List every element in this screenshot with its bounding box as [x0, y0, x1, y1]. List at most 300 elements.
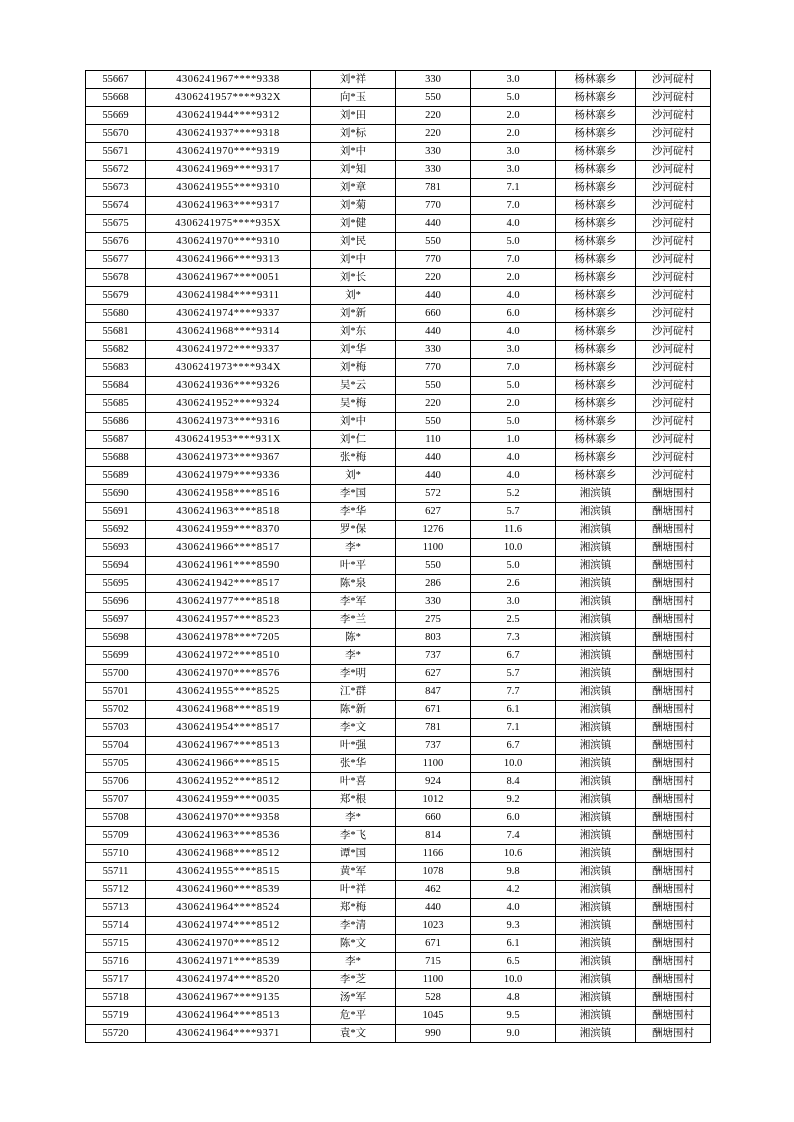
cell-amount: 1045 [396, 1007, 471, 1025]
cell-name: 刘* [311, 287, 396, 305]
table-row [86, 431, 711, 449]
cell-id: 4306241970****9358 [146, 809, 311, 827]
cell-rate: 4.0 [471, 899, 556, 917]
cell-rate: 7.0 [471, 251, 556, 269]
cell-township: 湘滨镇 [556, 719, 636, 737]
cell-name: 刘*长 [311, 269, 396, 287]
cell-rate: 7.1 [471, 179, 556, 197]
cell-township: 湘滨镇 [556, 665, 636, 683]
cell-amount: 803 [396, 629, 471, 647]
cell-amount: 440 [396, 449, 471, 467]
cell-rate: 4.8 [471, 989, 556, 1007]
table-row [86, 539, 711, 557]
table-row [86, 557, 711, 575]
cell-rate: 7.3 [471, 629, 556, 647]
cell-rate: 5.0 [471, 557, 556, 575]
cell-village: 沙河碇村 [636, 107, 711, 125]
cell-township: 湘滨镇 [556, 701, 636, 719]
cell-amount: 770 [396, 251, 471, 269]
cell-amount: 550 [396, 377, 471, 395]
cell-amount: 330 [396, 161, 471, 179]
cell-village: 沙河碇村 [636, 233, 711, 251]
cell-rate: 3.0 [471, 161, 556, 179]
cell-village: 酬塘围村 [636, 701, 711, 719]
cell-serial: 55674 [86, 197, 146, 215]
table-row [86, 143, 711, 161]
cell-amount: 627 [396, 665, 471, 683]
cell-township: 湘滨镇 [556, 683, 636, 701]
cell-amount: 275 [396, 611, 471, 629]
cell-serial: 55668 [86, 89, 146, 107]
cell-name: 向*玉 [311, 89, 396, 107]
cell-amount: 737 [396, 647, 471, 665]
cell-village: 酬塘围村 [636, 557, 711, 575]
cell-village: 酬塘围村 [636, 611, 711, 629]
cell-serial: 55716 [86, 953, 146, 971]
cell-village: 沙河碇村 [636, 269, 711, 287]
cell-name: 郑*根 [311, 791, 396, 809]
cell-id: 4306241967****9338 [146, 71, 311, 89]
cell-id: 4306241967****8513 [146, 737, 311, 755]
cell-rate: 7.0 [471, 359, 556, 377]
cell-amount: 220 [396, 125, 471, 143]
cell-rate: 7.0 [471, 197, 556, 215]
cell-amount: 715 [396, 953, 471, 971]
cell-name: 陈*泉 [311, 575, 396, 593]
cell-rate: 10.0 [471, 971, 556, 989]
cell-village: 沙河碇村 [636, 215, 711, 233]
cell-rate: 6.1 [471, 701, 556, 719]
cell-serial: 55699 [86, 647, 146, 665]
table-row [86, 323, 711, 341]
cell-township: 杨林寨乡 [556, 89, 636, 107]
cell-rate: 11.6 [471, 521, 556, 539]
cell-id: 4306241970****8576 [146, 665, 311, 683]
cell-rate: 10.6 [471, 845, 556, 863]
cell-village: 酬塘围村 [636, 539, 711, 557]
cell-serial: 55696 [86, 593, 146, 611]
cell-rate: 10.0 [471, 539, 556, 557]
cell-id: 4306241969****9317 [146, 161, 311, 179]
cell-amount: 1100 [396, 755, 471, 773]
cell-name: 江*群 [311, 683, 396, 701]
cell-township: 杨林寨乡 [556, 143, 636, 161]
cell-amount: 627 [396, 503, 471, 521]
cell-id: 4306241971****8539 [146, 953, 311, 971]
cell-township: 湘滨镇 [556, 611, 636, 629]
cell-village: 沙河碇村 [636, 395, 711, 413]
cell-serial: 55704 [86, 737, 146, 755]
cell-rate: 8.4 [471, 773, 556, 791]
cell-id: 4306241966****8517 [146, 539, 311, 557]
cell-serial: 55689 [86, 467, 146, 485]
cell-id: 4306241967****9135 [146, 989, 311, 1007]
cell-id: 4306241963****9317 [146, 197, 311, 215]
table-row [86, 71, 711, 89]
cell-id: 4306241970****8512 [146, 935, 311, 953]
cell-amount: 330 [396, 593, 471, 611]
cell-rate: 5.2 [471, 485, 556, 503]
cell-village: 酬塘围村 [636, 665, 711, 683]
cell-township: 湘滨镇 [556, 881, 636, 899]
table-row [86, 179, 711, 197]
cell-township: 湘滨镇 [556, 971, 636, 989]
cell-rate: 1.0 [471, 431, 556, 449]
cell-amount: 440 [396, 287, 471, 305]
cell-amount: 671 [396, 935, 471, 953]
cell-serial: 55712 [86, 881, 146, 899]
cell-serial: 55693 [86, 539, 146, 557]
table-row [86, 485, 711, 503]
cell-id: 4306241974****8512 [146, 917, 311, 935]
cell-rate: 5.7 [471, 503, 556, 521]
cell-id: 4306241959****0035 [146, 791, 311, 809]
cell-name: 刘*祥 [311, 71, 396, 89]
cell-serial: 55710 [86, 845, 146, 863]
cell-rate: 9.3 [471, 917, 556, 935]
cell-village: 沙河碇村 [636, 323, 711, 341]
cell-name: 谭*国 [311, 845, 396, 863]
cell-serial: 55698 [86, 629, 146, 647]
cell-name: 李*芝 [311, 971, 396, 989]
cell-id: 4306241968****8519 [146, 701, 311, 719]
cell-village: 酬塘围村 [636, 503, 711, 521]
cell-village: 沙河碇村 [636, 161, 711, 179]
cell-id: 4306241955****8515 [146, 863, 311, 881]
cell-village: 沙河碇村 [636, 89, 711, 107]
cell-name: 刘* [311, 467, 396, 485]
table-row [86, 953, 711, 971]
cell-serial: 55695 [86, 575, 146, 593]
table-row [86, 521, 711, 539]
cell-name: 李* [311, 647, 396, 665]
cell-township: 湘滨镇 [556, 845, 636, 863]
cell-serial: 55671 [86, 143, 146, 161]
cell-rate: 4.2 [471, 881, 556, 899]
table-row [86, 629, 711, 647]
cell-serial: 55690 [86, 485, 146, 503]
records-table [85, 70, 711, 1043]
cell-serial: 55673 [86, 179, 146, 197]
cell-name: 刘*田 [311, 107, 396, 125]
cell-name: 刘*中 [311, 143, 396, 161]
cell-village: 沙河碇村 [636, 341, 711, 359]
cell-id: 4306241960****8539 [146, 881, 311, 899]
cell-township: 湘滨镇 [556, 503, 636, 521]
cell-village: 沙河碇村 [636, 377, 711, 395]
cell-village: 酬塘围村 [636, 737, 711, 755]
cell-id: 4306241977****8518 [146, 593, 311, 611]
cell-id: 4306241974****9337 [146, 305, 311, 323]
cell-serial: 55684 [86, 377, 146, 395]
cell-name: 袁*文 [311, 1025, 396, 1043]
cell-rate: 6.0 [471, 809, 556, 827]
cell-township: 杨林寨乡 [556, 215, 636, 233]
table-row [86, 251, 711, 269]
cell-village: 酬塘围村 [636, 773, 711, 791]
cell-serial: 55701 [86, 683, 146, 701]
cell-name: 危*平 [311, 1007, 396, 1025]
cell-amount: 1078 [396, 863, 471, 881]
table-row [86, 359, 711, 377]
cell-village: 酬塘围村 [636, 881, 711, 899]
cell-rate: 6.5 [471, 953, 556, 971]
cell-village: 沙河碇村 [636, 305, 711, 323]
cell-rate: 2.0 [471, 125, 556, 143]
cell-township: 湘滨镇 [556, 953, 636, 971]
cell-name: 刘*新 [311, 305, 396, 323]
cell-id: 4306241961****8590 [146, 557, 311, 575]
cell-rate: 6.7 [471, 647, 556, 665]
cell-township: 杨林寨乡 [556, 161, 636, 179]
cell-serial: 55697 [86, 611, 146, 629]
cell-rate: 4.0 [471, 449, 556, 467]
cell-amount: 781 [396, 719, 471, 737]
cell-amount: 440 [396, 899, 471, 917]
cell-amount: 770 [396, 197, 471, 215]
cell-township: 杨林寨乡 [556, 269, 636, 287]
table-row [86, 665, 711, 683]
cell-amount: 286 [396, 575, 471, 593]
cell-name: 刘*民 [311, 233, 396, 251]
cell-township: 湘滨镇 [556, 647, 636, 665]
cell-amount: 990 [396, 1025, 471, 1043]
cell-name: 陈* [311, 629, 396, 647]
cell-village: 酬塘围村 [636, 809, 711, 827]
cell-amount: 528 [396, 989, 471, 1007]
cell-amount: 440 [396, 323, 471, 341]
cell-township: 湘滨镇 [556, 485, 636, 503]
cell-id: 4306241975****935X [146, 215, 311, 233]
cell-township: 湘滨镇 [556, 827, 636, 845]
cell-serial: 55707 [86, 791, 146, 809]
cell-township: 杨林寨乡 [556, 125, 636, 143]
cell-rate: 2.0 [471, 269, 556, 287]
cell-serial: 55720 [86, 1025, 146, 1043]
cell-id: 4306241955****9310 [146, 179, 311, 197]
cell-name: 刘*华 [311, 341, 396, 359]
cell-rate: 5.0 [471, 377, 556, 395]
table-row [86, 701, 711, 719]
cell-village: 沙河碇村 [636, 179, 711, 197]
table-row [86, 233, 711, 251]
cell-name: 刘*仁 [311, 431, 396, 449]
cell-id: 4306241957****8523 [146, 611, 311, 629]
cell-id: 4306241970****9310 [146, 233, 311, 251]
table-row [86, 575, 711, 593]
cell-serial: 55681 [86, 323, 146, 341]
cell-serial: 55682 [86, 341, 146, 359]
cell-name: 刘*东 [311, 323, 396, 341]
cell-rate: 2.0 [471, 395, 556, 413]
cell-id: 4306241952****9324 [146, 395, 311, 413]
cell-serial: 55700 [86, 665, 146, 683]
cell-township: 湘滨镇 [556, 521, 636, 539]
cell-serial: 55691 [86, 503, 146, 521]
cell-village: 酬塘围村 [636, 935, 711, 953]
cell-amount: 924 [396, 773, 471, 791]
cell-amount: 1276 [396, 521, 471, 539]
cell-id: 4306241964****8513 [146, 1007, 311, 1025]
cell-amount: 1023 [396, 917, 471, 935]
cell-serial: 55687 [86, 431, 146, 449]
cell-village: 酬塘围村 [636, 1025, 711, 1043]
cell-id: 4306241968****9314 [146, 323, 311, 341]
cell-township: 湘滨镇 [556, 935, 636, 953]
cell-amount: 660 [396, 809, 471, 827]
cell-name: 叶*喜 [311, 773, 396, 791]
cell-name: 汤*军 [311, 989, 396, 1007]
cell-rate: 7.4 [471, 827, 556, 845]
cell-id: 4306241955****8525 [146, 683, 311, 701]
cell-township: 杨林寨乡 [556, 179, 636, 197]
cell-id: 4306241963****8536 [146, 827, 311, 845]
table-row [86, 503, 711, 521]
cell-township: 湘滨镇 [556, 917, 636, 935]
table-row [86, 341, 711, 359]
cell-village: 酬塘围村 [636, 683, 711, 701]
cell-rate: 6.0 [471, 305, 556, 323]
cell-township: 湘滨镇 [556, 755, 636, 773]
cell-village: 酬塘围村 [636, 719, 711, 737]
cell-township: 杨林寨乡 [556, 71, 636, 89]
table-row [86, 719, 711, 737]
cell-village: 沙河碇村 [636, 413, 711, 431]
cell-name: 黄*军 [311, 863, 396, 881]
cell-serial: 55667 [86, 71, 146, 89]
table-row [86, 935, 711, 953]
cell-village: 酬塘围村 [636, 521, 711, 539]
cell-serial: 55694 [86, 557, 146, 575]
cell-township: 湘滨镇 [556, 899, 636, 917]
cell-township: 杨林寨乡 [556, 431, 636, 449]
cell-rate: 2.6 [471, 575, 556, 593]
cell-id: 4306241970****9319 [146, 143, 311, 161]
cell-township: 湘滨镇 [556, 791, 636, 809]
cell-township: 杨林寨乡 [556, 233, 636, 251]
cell-name: 陈*文 [311, 935, 396, 953]
table-row [86, 773, 711, 791]
cell-name: 刘*标 [311, 125, 396, 143]
cell-rate: 2.0 [471, 107, 556, 125]
cell-township: 杨林寨乡 [556, 305, 636, 323]
cell-amount: 550 [396, 233, 471, 251]
cell-township: 湘滨镇 [556, 629, 636, 647]
table-row [86, 413, 711, 431]
cell-amount: 660 [396, 305, 471, 323]
cell-village: 沙河碇村 [636, 287, 711, 305]
cell-amount: 1100 [396, 539, 471, 557]
cell-amount: 550 [396, 413, 471, 431]
cell-id: 4306241973****9367 [146, 449, 311, 467]
cell-rate: 2.5 [471, 611, 556, 629]
cell-rate: 3.0 [471, 341, 556, 359]
cell-village: 酬塘围村 [636, 755, 711, 773]
cell-id: 4306241936****9326 [146, 377, 311, 395]
cell-township: 杨林寨乡 [556, 449, 636, 467]
cell-name: 陈*新 [311, 701, 396, 719]
cell-township: 湘滨镇 [556, 1007, 636, 1025]
cell-serial: 55714 [86, 917, 146, 935]
cell-rate: 7.1 [471, 719, 556, 737]
cell-name: 罗*保 [311, 521, 396, 539]
cell-township: 湘滨镇 [556, 773, 636, 791]
cell-township: 湘滨镇 [556, 809, 636, 827]
cell-name: 李*飞 [311, 827, 396, 845]
cell-rate: 9.5 [471, 1007, 556, 1025]
table-row [86, 755, 711, 773]
cell-township: 湘滨镇 [556, 737, 636, 755]
cell-rate: 5.0 [471, 233, 556, 251]
cell-amount: 440 [396, 467, 471, 485]
table-row [86, 305, 711, 323]
cell-name: 李*华 [311, 503, 396, 521]
cell-id: 4306241968****8512 [146, 845, 311, 863]
cell-name: 李*国 [311, 485, 396, 503]
cell-serial: 55670 [86, 125, 146, 143]
table-row [86, 647, 711, 665]
cell-village: 酬塘围村 [636, 953, 711, 971]
cell-name: 叶*平 [311, 557, 396, 575]
cell-amount: 1166 [396, 845, 471, 863]
cell-village: 酬塘围村 [636, 899, 711, 917]
cell-id: 4306241963****8518 [146, 503, 311, 521]
cell-serial: 55717 [86, 971, 146, 989]
cell-serial: 55719 [86, 1007, 146, 1025]
cell-rate: 6.1 [471, 935, 556, 953]
cell-village: 酬塘围村 [636, 863, 711, 881]
cell-rate: 6.7 [471, 737, 556, 755]
cell-village: 沙河碇村 [636, 197, 711, 215]
cell-township: 湘滨镇 [556, 593, 636, 611]
cell-amount: 220 [396, 395, 471, 413]
cell-village: 沙河碇村 [636, 359, 711, 377]
cell-name: 吴*梅 [311, 395, 396, 413]
cell-village: 酬塘围村 [636, 1007, 711, 1025]
table-row [86, 197, 711, 215]
cell-township: 湘滨镇 [556, 575, 636, 593]
cell-village: 酬塘围村 [636, 971, 711, 989]
cell-id: 4306241959****8370 [146, 521, 311, 539]
cell-serial: 55713 [86, 899, 146, 917]
table-row [86, 269, 711, 287]
cell-name: 李*清 [311, 917, 396, 935]
cell-serial: 55672 [86, 161, 146, 179]
cell-id: 4306241942****8517 [146, 575, 311, 593]
cell-id: 4306241944****9312 [146, 107, 311, 125]
cell-village: 酬塘围村 [636, 827, 711, 845]
cell-township: 杨林寨乡 [556, 251, 636, 269]
cell-village: 酬塘围村 [636, 791, 711, 809]
cell-amount: 770 [396, 359, 471, 377]
cell-rate: 3.0 [471, 593, 556, 611]
cell-id: 4306241953****931X [146, 431, 311, 449]
cell-id: 4306241973****934X [146, 359, 311, 377]
cell-rate: 5.7 [471, 665, 556, 683]
cell-id: 4306241973****9316 [146, 413, 311, 431]
cell-township: 杨林寨乡 [556, 323, 636, 341]
cell-amount: 737 [396, 737, 471, 755]
cell-amount: 572 [396, 485, 471, 503]
cell-rate: 7.7 [471, 683, 556, 701]
records-table-body [86, 71, 711, 1043]
table-row [86, 593, 711, 611]
cell-name: 张*华 [311, 755, 396, 773]
cell-township: 杨林寨乡 [556, 197, 636, 215]
cell-village: 沙河碇村 [636, 467, 711, 485]
table-row [86, 89, 711, 107]
cell-amount: 110 [396, 431, 471, 449]
